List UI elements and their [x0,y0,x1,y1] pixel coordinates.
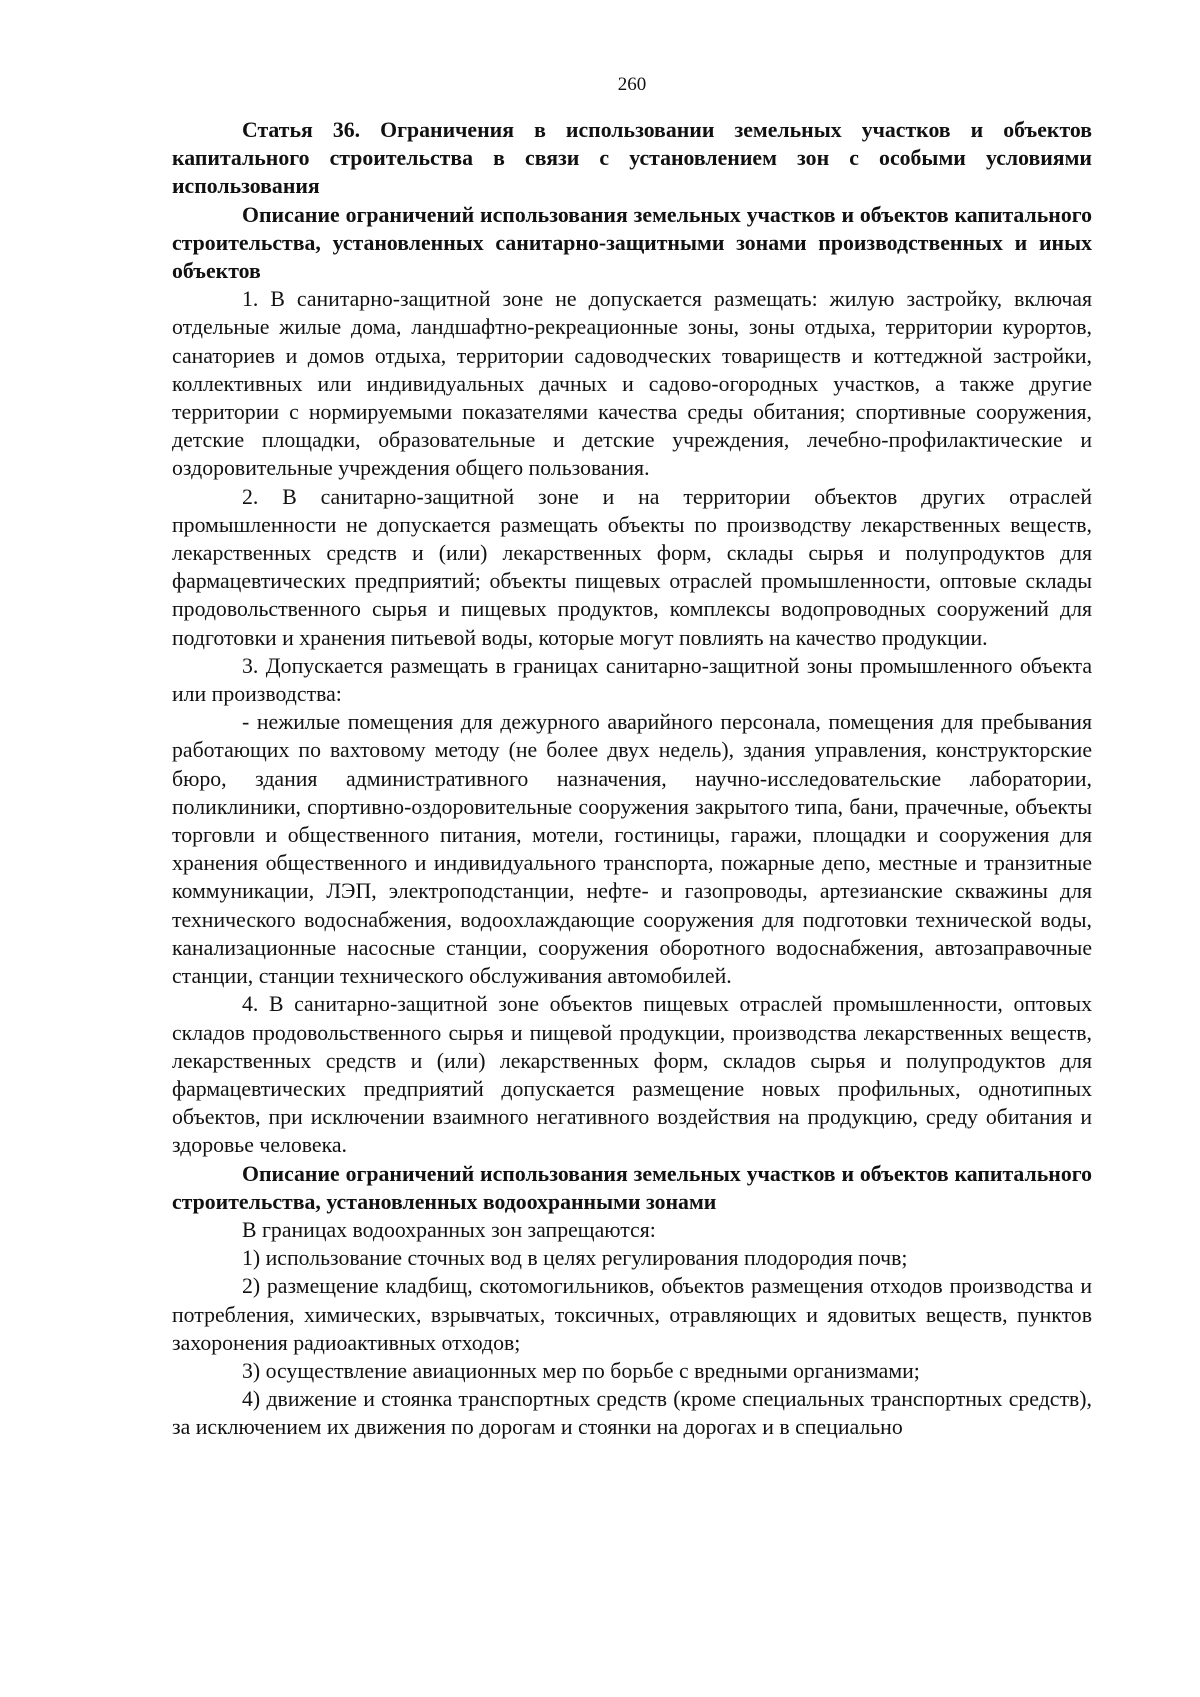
paragraph-water-1: 1) использование сточных вод в целях регулирования плодородия почв; [242,1246,908,1271]
paragraph-water-3: 3) осуществление авиационных мер по борьбе с вредными организмами; [242,1358,920,1383]
section-heading-sanitary-zones: Описание ограничений использования земельных участков и объектов капитального строительства, установленных санитарно-защитными зонами производственных и иных объектов [172,202,1092,284]
paragraph-water-intro: В границах водоохранных зон запрещаются: [242,1217,656,1242]
article-title: Статья 36. Ограничения в использовании земельных участков и объектов капитального строительства в связи с установлением зон с особыми условиями использования [172,118,1092,199]
page-number: 260 [617,74,647,95]
paragraph-sanitary-3: 3. Допускается размещать в границах санитарно-защитной зоны промышленного объекта или производства: [172,653,1092,707]
section-heading-water-protection-zones: Описание ограничений использования земельных участков и объектов капитального строительства, установленных водоохранными зонами [172,1161,1092,1214]
document-body [172,116,1092,1442]
paragraph-water-4: 4) движение и стоянка транспортных средств (кроме специальных транспортных средств), за исключением их движения по дорогам и стоянки на дорогах и в специально [172,1387,1092,1440]
paragraph-sanitary-4: 4. В санитарно-защитной зоне объектов пищевых отраслей промышленности, оптовых складов продовольственного сырья и пищевой продукции, производства лекарственных веществ, лекарственных средств и (или) лекарственных форм, складов сырья и полупродуктов для фармацевтических предприятий допускается размещение новых профильных, однотипных объектов, при исключении взаимного негативного воздействия на продукцию, среду обитания и здоровье человека. [172,992,1092,1158]
paragraph-sanitary-1: 1. В санитарно-защитной зоне не допускается размещать: жилую застройку, включая отдельные жилые дома, ландшафтно-рекреационные зоны, зоны отдыха, территории курортов, санаториев и домов отдыха, территории садоводческих товариществ и коттеджной застройки, коллективных или индивидуальных дачных и садово-огородных участков, а также другие территории с нормируемыми показателями качества среды обитания; спортивные сооружения, детские площадки, образовательные и детские учреждения, лечебно-профилактические и оздоровительные учреждения общего пользования. [172,287,1092,481]
paragraph-sanitary-2: 2. В санитарно-защитной зоне и на территории объектов других отраслей промышленности не допускается размещать объекты по производству лекарственных веществ, лекарственных средств и (или) лекарственных форм, склады сырья и полупродуктов для фармацевтических предприятий; объекты пищевых отраслей промышленности, оптовые склады продовольственного сырья и пищевых продуктов, комплексы водопроводных сооружений для подготовки и хранения питьевой воды, которые могут повлиять на качество продукции. [172,484,1092,650]
paragraph-water-2: 2) размещение кладбищ, скотомогильников, объектов размещения отходов производства и потребления, химических, взрывчатых, токсичных, отравляющих и ядовитых веществ, пунктов захоронения радиоактивных отходов; [172,1274,1092,1355]
paragraph-sanitary-3-list: - нежилые помещения для дежурного аварийного персонала, помещения для пребывания работающих по вахтовому методу (не более двух недель), здания управления, конструкторские бюро, здания административного назначения, научно-исследовательские лаборатории, поликлиники, спортивно-оздоровительные сооружения закрытого типа, бани, прачечные, объекты торговли и общественного питания, мотели, гостиницы, гаражи, площадки и сооружения для хранения общественного и индивидуального транспорта, пожарные депо, местные и транзитные коммуникации, ЛЭП, электроподстанции, нефте- и газопроводы, артезианские скважины для технического водоснабжения, водоохлаждающие сооружения для подготовки технической воды, канализационные насосные станции, сооружения оборотного водоснабжения, автозаправочные станции, станции технического обслуживания автомобилей. [172,710,1092,989]
